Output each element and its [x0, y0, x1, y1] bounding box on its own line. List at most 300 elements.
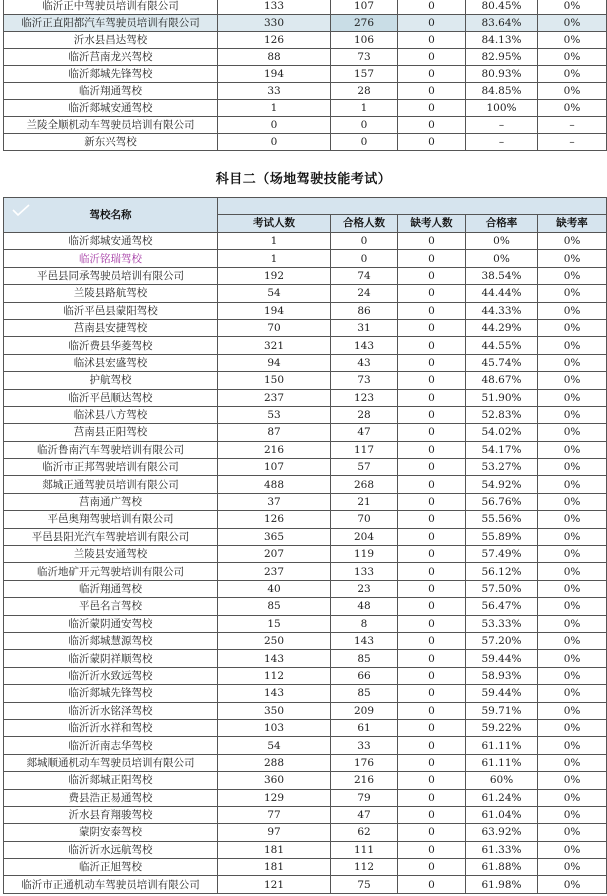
cell-absent-rate: 0%	[538, 685, 607, 702]
cell-absent: 0	[398, 841, 466, 858]
cell-name: 临沂沂水远航驾校	[4, 841, 218, 858]
subject-two-table-body	[4, 233, 607, 894]
cell-total: 365	[218, 528, 331, 545]
cell-name: 临沂郯城正阳驾校	[4, 772, 218, 789]
cell-absent: 0	[398, 83, 466, 100]
cell-total: 216	[218, 441, 331, 458]
cell-name: 临沂翔通驾校	[4, 83, 218, 100]
header-pass: 合格人数	[331, 214, 398, 232]
cell-name: 临沂蒙阴通安驾校	[4, 615, 218, 632]
cell-pass-rate: 61.98%	[466, 876, 538, 893]
cell-total: 70	[218, 319, 331, 336]
cell-absent-rate: 0%	[538, 528, 607, 545]
cell-absent: 0	[398, 302, 466, 319]
cell-pass: 143	[331, 337, 398, 354]
cell-absent-rate: 0%	[538, 233, 607, 250]
cell-name: 护航驾校	[4, 372, 218, 389]
cell-pass-rate: 59.44%	[466, 650, 538, 667]
cell-pass-rate: 59.71%	[466, 702, 538, 719]
cell-total: 53	[218, 406, 331, 423]
check-icon	[12, 204, 30, 216]
cell-absent-rate: 0%	[538, 754, 607, 771]
cell-absent-rate: 0%	[538, 632, 607, 649]
cell-absent: 0	[398, 806, 466, 823]
cell-total: 360	[218, 772, 331, 789]
cell-total: 94	[218, 354, 331, 371]
cell-pass-rate: 57.50%	[466, 580, 538, 597]
table-row	[4, 511, 607, 528]
cell-pass-rate: 52.83%	[466, 406, 538, 423]
cell-absent-rate: 0%	[538, 100, 607, 117]
header-absent: 缺考人数	[398, 214, 466, 232]
cell-pass: 66	[331, 667, 398, 684]
table-row	[4, 459, 607, 476]
cell-pass: 176	[331, 754, 398, 771]
cell-name: 新东兴驾校	[4, 134, 218, 151]
cell-absent: 0	[398, 859, 466, 876]
cell-absent-rate: 0%	[538, 319, 607, 336]
cell-pass-rate: 56.47%	[466, 598, 538, 615]
cell-total: 194	[218, 66, 331, 83]
cell-absent-rate: 0%	[538, 83, 607, 100]
cell-absent: 0	[398, 250, 466, 267]
table-row	[4, 354, 607, 371]
cell-pass-rate: 55.56%	[466, 511, 538, 528]
cell-total: 150	[218, 372, 331, 389]
cell-absent-rate: 0%	[538, 372, 607, 389]
cell-pass-rate: 63.92%	[466, 824, 538, 841]
table-row	[4, 49, 607, 66]
header-pass-rate: 合格率	[466, 214, 538, 232]
table-row	[4, 493, 607, 510]
cell-pass-rate: 59.44%	[466, 685, 538, 702]
cell-name: 莒南通广驾校	[4, 493, 218, 510]
cell-absent: 0	[398, 876, 466, 893]
table-row	[4, 389, 607, 406]
cell-pass-rate: 55.89%	[466, 528, 538, 545]
cell-absent: 0	[398, 0, 466, 15]
cell-pass: 216	[331, 772, 398, 789]
table-row	[4, 580, 607, 597]
cell-name: 莒南县正阳驾校	[4, 424, 218, 441]
cell-absent: 0	[398, 737, 466, 754]
cell-pass-rate: 61.88%	[466, 859, 538, 876]
table-row	[4, 806, 607, 823]
cell-name: 临沂鲁南汽车驾驶培训有限公司	[4, 441, 218, 458]
cell-total: 40	[218, 580, 331, 597]
cell-total: 15	[218, 615, 331, 632]
cell-pass: 47	[331, 424, 398, 441]
previous-subject-table	[3, 0, 607, 151]
previous-subject-table-body	[4, 0, 607, 151]
header-total: 考试人数	[218, 214, 331, 232]
cell-total: 54	[218, 737, 331, 754]
cell-absent: 0	[398, 15, 466, 32]
cell-total: 237	[218, 389, 331, 406]
cell-pass: 24	[331, 285, 398, 302]
cell-absent-rate: 0%	[538, 459, 607, 476]
cell-absent: 0	[398, 441, 466, 458]
cell-total: 288	[218, 754, 331, 771]
cell-name: 临沂蒙阴祥顺驾校	[4, 650, 218, 667]
cell-total: 133	[218, 0, 331, 15]
table-row	[4, 250, 607, 267]
cell-pass: 107	[331, 0, 398, 15]
cell-total: 37	[218, 493, 331, 510]
cell-pass-rate: 38.54%	[466, 267, 538, 284]
cell-name: 临沭县八方驾校	[4, 406, 218, 423]
cell-absent: 0	[398, 372, 466, 389]
cell-absent-rate: 0%	[538, 719, 607, 736]
cell-pass-rate: 60%	[466, 772, 538, 789]
cell-absent: 0	[398, 719, 466, 736]
cell-pass-rate: 84.85%	[466, 83, 538, 100]
cell-name: 蒙阴安泰驾校	[4, 824, 218, 841]
cell-total: 88	[218, 49, 331, 66]
table-row	[4, 285, 607, 302]
table-row	[4, 667, 607, 684]
cell-total: 126	[218, 511, 331, 528]
cell-name: 临沂翔通驾校	[4, 580, 218, 597]
cell-total: 237	[218, 563, 331, 580]
cell-absent-rate: –	[538, 134, 607, 151]
cell-name: 兰陵县路航驾校	[4, 285, 218, 302]
cell-total: 0	[218, 117, 331, 134]
cell-name: 临沂莒南龙兴驾校	[4, 49, 218, 66]
cell-pass-rate: 80.93%	[466, 66, 538, 83]
cell-absent-rate: 0%	[538, 580, 607, 597]
cell-absent-rate: 0%	[538, 441, 607, 458]
cell-absent-rate: 0%	[538, 476, 607, 493]
table-row	[4, 841, 607, 858]
cell-absent: 0	[398, 563, 466, 580]
cell-pass: 73	[331, 49, 398, 66]
subject-two-table	[3, 197, 607, 894]
cell-absent: 0	[398, 233, 466, 250]
cell-pass-rate: 61.04%	[466, 806, 538, 823]
cell-absent: 0	[398, 337, 466, 354]
cell-pass: 85	[331, 650, 398, 667]
cell-absent: 0	[398, 615, 466, 632]
cell-pass: 57	[331, 459, 398, 476]
cell-name: 临沂郯城安通驾校	[4, 100, 218, 117]
cell-absent: 0	[398, 117, 466, 134]
cell-name: 临沂正旭驾校	[4, 859, 218, 876]
cell-absent: 0	[398, 66, 466, 83]
cell-pass: 28	[331, 83, 398, 100]
cell-total: 181	[218, 859, 331, 876]
table-row	[4, 789, 607, 806]
table-row	[4, 233, 607, 250]
cell-absent-rate: 0%	[538, 615, 607, 632]
cell-absent: 0	[398, 824, 466, 841]
cell-name: 临沂郯城先锋驾校	[4, 66, 218, 83]
cell-pass: 8	[331, 615, 398, 632]
cell-absent-rate: 0%	[538, 702, 607, 719]
cell-total: 107	[218, 459, 331, 476]
cell-name: 临沂沂南志华驾校	[4, 737, 218, 754]
cell-name: 莒南县安捷驾校	[4, 319, 218, 336]
table-row	[4, 441, 607, 458]
cell-pass: 157	[331, 66, 398, 83]
cell-absent-rate: 0%	[538, 66, 607, 83]
table-row	[4, 824, 607, 841]
cell-absent: 0	[398, 685, 466, 702]
cell-name: 费县浩正易通驾校	[4, 789, 218, 806]
cell-pass: 1	[331, 100, 398, 117]
cell-pass-rate: 56.12%	[466, 563, 538, 580]
cell-absent-rate: 0%	[538, 267, 607, 284]
cell-pass-rate: 44.33%	[466, 302, 538, 319]
cell-total: 129	[218, 789, 331, 806]
cell-absent-rate: 0%	[538, 354, 607, 371]
cell-name: 临沂沂水致远驾校	[4, 667, 218, 684]
cell-absent: 0	[398, 389, 466, 406]
cell-pass-rate: 61.11%	[466, 754, 538, 771]
cell-pass: 0	[331, 233, 398, 250]
cell-total: 103	[218, 719, 331, 736]
cell-absent-rate: 0%	[538, 0, 607, 15]
cell-pass: 31	[331, 319, 398, 336]
cell-name: 临沂平邑县蒙阳驾校	[4, 302, 218, 319]
cell-pass-rate: 82.95%	[466, 49, 538, 66]
cell-total: 143	[218, 685, 331, 702]
cell-absent: 0	[398, 650, 466, 667]
table-row	[4, 372, 607, 389]
cell-pass-rate: 57.49%	[466, 546, 538, 563]
cell-name: 平邑县阳光汽车驾驶培训有限公司	[4, 528, 218, 545]
table-row	[4, 302, 607, 319]
cell-pass-rate: 83.64%	[466, 15, 538, 32]
cell-pass: 112	[331, 859, 398, 876]
cell-pass-rate: 61.33%	[466, 841, 538, 858]
cell-total: 192	[218, 267, 331, 284]
cell-absent-rate: 0%	[538, 563, 607, 580]
cell-pass-rate: –	[466, 134, 538, 151]
cell-pass-rate: 53.33%	[466, 615, 538, 632]
cell-pass: 70	[331, 511, 398, 528]
table-row	[4, 476, 607, 493]
cell-pass-rate: –	[466, 117, 538, 134]
cell-name: 临沂地矿开元驾驶培训有限公司	[4, 563, 218, 580]
cell-pass: 117	[331, 441, 398, 458]
cell-absent-rate: 0%	[538, 285, 607, 302]
cell-pass: 204	[331, 528, 398, 545]
cell-pass: 48	[331, 598, 398, 615]
cell-pass: 268	[331, 476, 398, 493]
cell-pass: 23	[331, 580, 398, 597]
table-row	[4, 0, 607, 15]
cell-absent-rate: 0%	[538, 389, 607, 406]
cell-absent-rate: 0%	[538, 876, 607, 893]
cell-absent-rate: 0%	[538, 337, 607, 354]
cell-pass-rate: 44.55%	[466, 337, 538, 354]
cell-absent-rate: 0%	[538, 15, 607, 32]
cell-pass-rate: 54.17%	[466, 441, 538, 458]
cell-pass: 119	[331, 546, 398, 563]
cell-pass: 75	[331, 876, 398, 893]
cell-total: 194	[218, 302, 331, 319]
table-row	[4, 546, 607, 563]
cell-pass-rate: 44.44%	[466, 285, 538, 302]
cell-absent: 0	[398, 354, 466, 371]
cell-pass: 61	[331, 719, 398, 736]
cell-pass-rate: 53.27%	[466, 459, 538, 476]
cell-absent: 0	[398, 511, 466, 528]
cell-total: 1	[218, 250, 331, 267]
cell-absent: 0	[398, 632, 466, 649]
table-row	[4, 859, 607, 876]
cell-pass-rate: 54.92%	[466, 476, 538, 493]
cell-name: 临沂铭瑞驾校	[4, 250, 218, 267]
cell-absent: 0	[398, 285, 466, 302]
cell-pass: 85	[331, 685, 398, 702]
table-row	[4, 117, 607, 134]
cell-absent: 0	[398, 546, 466, 563]
table-row	[4, 267, 607, 284]
cell-absent: 0	[398, 580, 466, 597]
cell-pass: 106	[331, 32, 398, 49]
cell-pass: 33	[331, 737, 398, 754]
cell-absent-rate: 0%	[538, 806, 607, 823]
cell-absent: 0	[398, 459, 466, 476]
cell-total: 87	[218, 424, 331, 441]
cell-pass-rate: 48.67%	[466, 372, 538, 389]
cell-total: 488	[218, 476, 331, 493]
cell-total: 350	[218, 702, 331, 719]
section-title: 科目二（场地驾驶技能考试）	[215, 172, 392, 187]
cell-pass-rate: 56.76%	[466, 493, 538, 510]
cell-absent-rate: 0%	[538, 250, 607, 267]
cell-name: 郯城正通驾驶员培训有限公司	[4, 476, 218, 493]
table-row	[4, 772, 607, 789]
table-row	[4, 563, 607, 580]
cell-pass: 43	[331, 354, 398, 371]
cell-absent-rate: 0%	[538, 841, 607, 858]
cell-pass-rate: 58.93%	[466, 667, 538, 684]
table-row	[4, 702, 607, 719]
cell-absent: 0	[398, 598, 466, 615]
cell-pass-rate: 84.13%	[466, 32, 538, 49]
table-row	[4, 337, 607, 354]
header-group	[218, 198, 607, 215]
cell-pass: 28	[331, 406, 398, 423]
cell-pass: 74	[331, 267, 398, 284]
cell-name: 平邑县同承驾驶员培训有限公司	[4, 267, 218, 284]
cell-pass-rate: 0%	[466, 250, 538, 267]
cell-absent: 0	[398, 319, 466, 336]
cell-total: 330	[218, 15, 331, 32]
table-header	[4, 198, 607, 233]
cell-pass: 143	[331, 632, 398, 649]
cell-pass: 73	[331, 372, 398, 389]
cell-absent: 0	[398, 789, 466, 806]
table-row	[4, 528, 607, 545]
cell-pass: 209	[331, 702, 398, 719]
cell-pass-rate: 59.22%	[466, 719, 538, 736]
cell-pass-rate: 61.24%	[466, 789, 538, 806]
cell-name: 沂水县昌达驾校	[4, 32, 218, 49]
cell-absent-rate: 0%	[538, 859, 607, 876]
cell-name: 临沂平邑顺达驾校	[4, 389, 218, 406]
cell-absent-rate: 0%	[538, 406, 607, 423]
cell-absent: 0	[398, 100, 466, 117]
cell-absent-rate: 0%	[538, 493, 607, 510]
cell-absent: 0	[398, 406, 466, 423]
cell-total: 54	[218, 285, 331, 302]
cell-pass: 62	[331, 824, 398, 841]
table-row	[4, 424, 607, 441]
cell-total: 85	[218, 598, 331, 615]
cell-pass: 111	[331, 841, 398, 858]
cell-total: 1	[218, 100, 331, 117]
cell-name: 临沂正直阳都汽车驾驶员培训有限公司	[4, 15, 218, 32]
table-row	[4, 876, 607, 893]
cell-absent-rate: 0%	[538, 772, 607, 789]
cell-absent: 0	[398, 667, 466, 684]
cell-name: 临沂沂水铭泽驾校	[4, 702, 218, 719]
cell-absent-rate: –	[538, 117, 607, 134]
table-row	[4, 632, 607, 649]
cell-name: 兰陵全顺机动车驾驶员培训有限公司	[4, 117, 218, 134]
cell-total: 0	[218, 134, 331, 151]
cell-pass: 123	[331, 389, 398, 406]
table-row	[4, 32, 607, 49]
table-row	[4, 737, 607, 754]
cell-total: 97	[218, 824, 331, 841]
header-school-name-label: 驾校名称	[89, 209, 132, 221]
table-row	[4, 100, 607, 117]
cell-pass-rate: 61.11%	[466, 737, 538, 754]
table-row	[4, 15, 607, 32]
cell-absent: 0	[398, 49, 466, 66]
table-row	[4, 134, 607, 151]
cell-name: 兰陵县安通驾校	[4, 546, 218, 563]
cell-pass-rate: 0%	[466, 233, 538, 250]
cell-absent: 0	[398, 772, 466, 789]
cell-absent-rate: 0%	[538, 598, 607, 615]
cell-name: 临沂郯城先锋驾校	[4, 685, 218, 702]
table-row	[4, 319, 607, 336]
cell-name: 临沂市正通机动车驾驶员培训有限公司	[4, 876, 218, 893]
cell-name: 临沂郯城慧源驾校	[4, 632, 218, 649]
cell-name: 临沂沂水祥和驾校	[4, 719, 218, 736]
cell-pass: 133	[331, 563, 398, 580]
table-row	[4, 83, 607, 100]
cell-pass-rate: 57.20%	[466, 632, 538, 649]
cell-absent: 0	[398, 528, 466, 545]
cell-absent-rate: 0%	[538, 49, 607, 66]
table-row	[4, 685, 607, 702]
table-row	[4, 650, 607, 667]
cell-pass: 21	[331, 493, 398, 510]
cell-total: 33	[218, 83, 331, 100]
cell-total: 1	[218, 233, 331, 250]
cell-absent: 0	[398, 702, 466, 719]
cell-name: 临沂郯城安通驾校	[4, 233, 218, 250]
cell-pass: 0	[331, 134, 398, 151]
table-row	[4, 598, 607, 615]
cell-total: 321	[218, 337, 331, 354]
cell-total: 126	[218, 32, 331, 49]
cell-absent-rate: 0%	[538, 424, 607, 441]
cell-absent-rate: 0%	[538, 302, 607, 319]
cell-total: 250	[218, 632, 331, 649]
cell-pass: 47	[331, 806, 398, 823]
cell-absent: 0	[398, 267, 466, 284]
header-absent-rate: 缺考率	[538, 214, 607, 232]
cell-pass-rate: 51.90%	[466, 389, 538, 406]
